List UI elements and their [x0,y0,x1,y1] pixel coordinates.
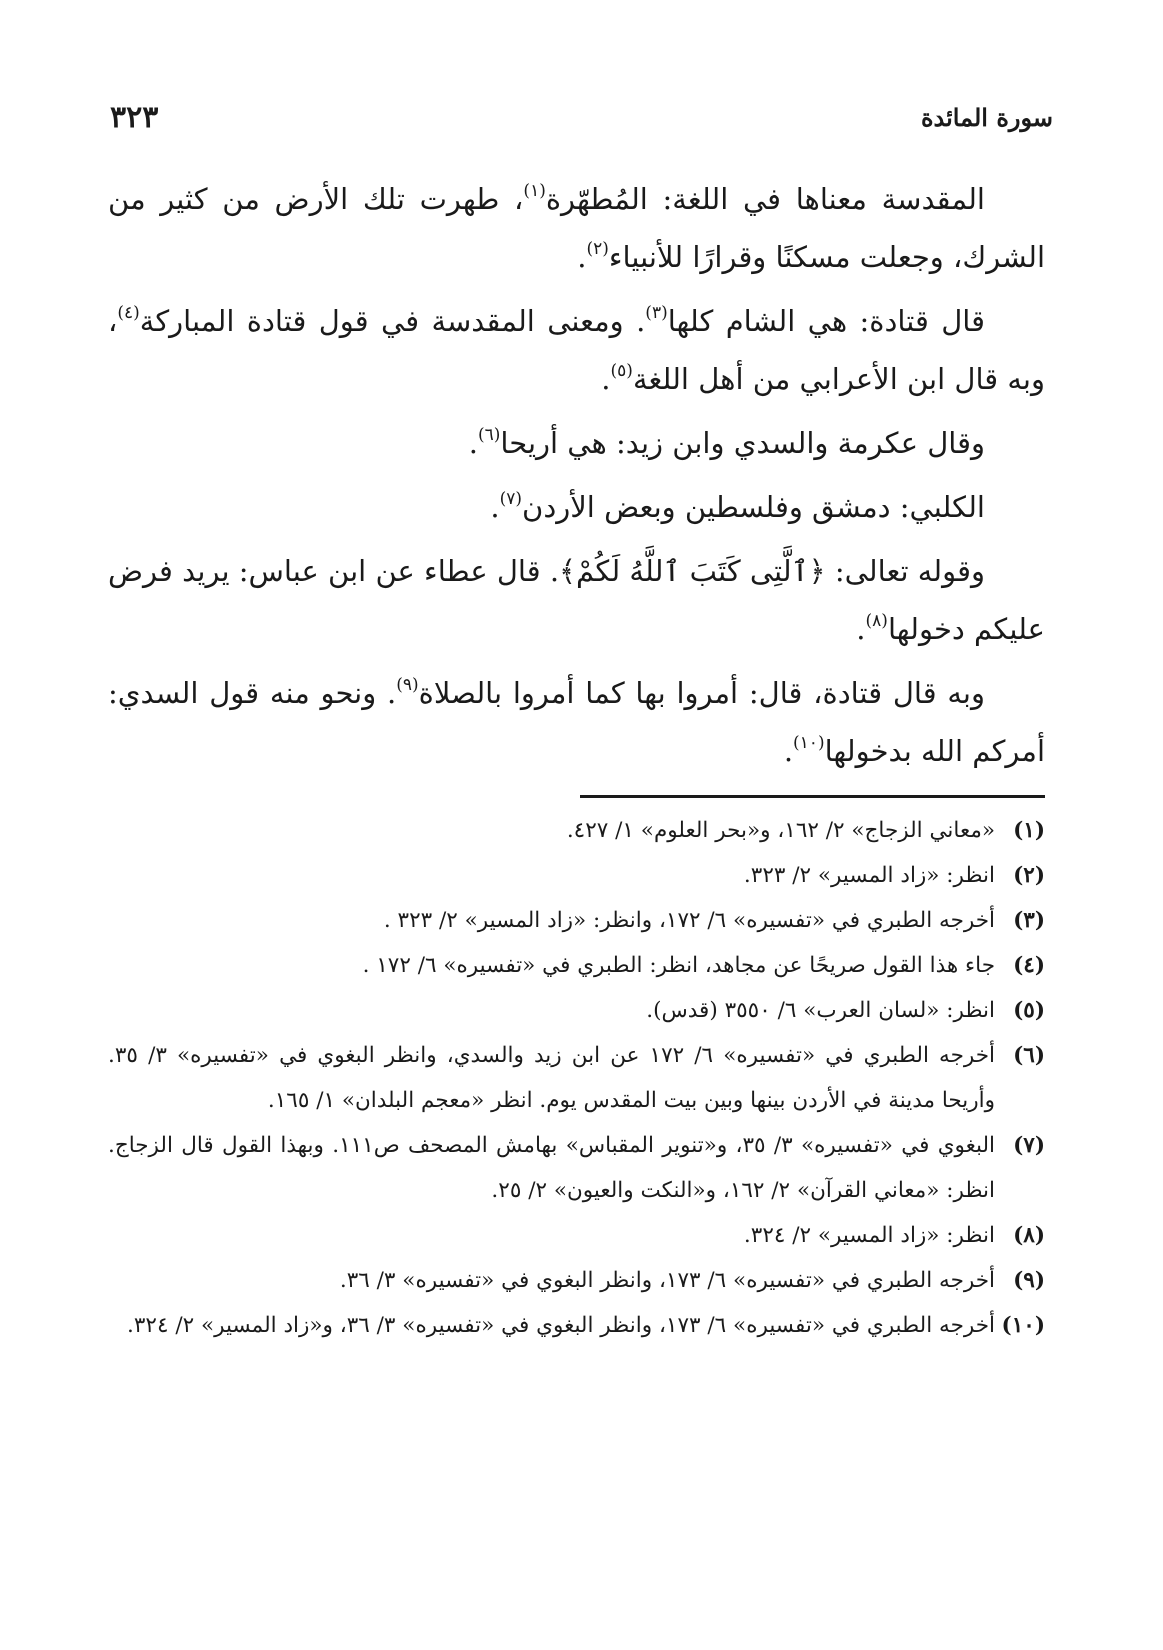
footnote-number: (١) [1013,818,1045,843]
footnote-number: (٧) [1013,1133,1045,1158]
page-number: ٣٢٣ [110,99,159,135]
paragraph-3: وقال عكرمة والسدي وابن زيد: هي أريحا$^{(٦)}$. [468,425,985,460]
footnote-item [108,898,1045,943]
footnote-ref: (٧) [499,489,523,509]
footnote-text: البغوي في «تفسيره» ٣/ ٣٥، و«تنوير المقباس» بهامش المصحف ص١١١. وبهذا القول قال الزجاج. انظر: «معاني القرآن» ٢/ ١٦٢، و«النكت والعيون» ٢/ ٢٥. [108,1133,996,1203]
footnote-text: أخرجه الطبري في «تفسيره» ٦/ ١٧٣، وانظر البغوي في «تفسيره» ٣/ ٣٦. [339,1268,995,1293]
main-text [108,170,1045,786]
footnote-ref: (٩) [396,675,419,695]
page-header [110,92,1053,142]
footnote-item [108,1123,1045,1213]
footnote-text: «معاني الزجاج» ٢/ ١٦٢، و«بحر العلوم» ١/ ٤٢٧. [566,818,995,843]
footnote-number: (٤) [1013,953,1045,978]
footnote-item [108,1213,1045,1258]
running-title: سورة المائدة [920,102,1053,132]
footnote-text: انظر: «زاد المسير» ٢/ ٣٢٣. [743,863,995,888]
footnote-ref: (٥) [610,361,633,381]
footnote-ref: (١٠) [793,733,825,753]
footnote-ref: (١) [523,181,546,201]
footnote-number: (٣) [1013,908,1045,933]
footnote-number: (٩) [1013,1268,1045,1293]
footnote-ref: (٣) [645,303,668,323]
footnote-text: انظر: «لسان العرب» ٦/ ٣٥٥٠ (قدس). [646,998,995,1023]
footnote-number: (٥) [1013,998,1045,1023]
footnote-item [108,1258,1045,1303]
footnote-item [108,943,1045,988]
footnote-number: (١٠) [1001,1313,1045,1338]
footnote-item [108,988,1045,1033]
footnotes [108,808,1045,1348]
paragraph-1: المقدسة معناها في اللغة: المُطهّرة$^{(١)}$، طهرت تلك الأرض من كثير من الشرك، وجعلت مسكنًا وقرارًا للأنبياء$^{(٢)}$. [108,181,1045,274]
footnote-number: (٨) [1013,1223,1045,1248]
footnote-number: (٢) [1013,863,1045,888]
footnote-ref: (٨) [865,611,888,631]
footnote-text: أخرجه الطبري في «تفسيره» ٦/ ١٧٢ عن ابن زيد والسدي، وانظر البغوي في «تفسيره» ٣/ ٣٥. وأريحا مدينة في الأردن بينها وبين بيت المقدس يوم. انظر «معجم البلدان» ١/ ١٦٥. [108,1043,996,1113]
paragraph-2: قال قتادة: هي الشام كلها$^{(٣)}$. ومعنى المقدسة في قول قتادة المباركة$^{(٤)}$، وبه قال ابن الأعرابي من أهل اللغة$^{(٥)}$. [108,303,1045,396]
footnote-text: جاء هذا القول صريحًا عن مجاهد، انظر: الطبري في «تفسيره» ٦/ ١٧٢ . [362,953,995,978]
footnote-item [108,1033,1045,1123]
footnote-item [108,853,1045,898]
footnote-text: أخرجه الطبري في «تفسيره» ٦/ ١٧٣، وانظر البغوي في «تفسيره» ٣/ ٣٦، و«زاد المسير» ٢/ ٣٢٤. [127,1313,995,1338]
footnote-text: أخرجه الطبري في «تفسيره» ٦/ ١٧٢، وانظر: «زاد المسير» ٢/ ٣٢٣ . [383,908,995,933]
paragraph-4: الكلبي: دمشق وفلسطين وبعض الأردن$^{(٧)}$. [490,489,985,524]
footnote-ref: (٦) [477,425,501,445]
footnote-ref: (٤) [117,303,140,323]
footnote-item [108,1303,1045,1348]
footnote-text: انظر: «زاد المسير» ٢/ ٣٢٤. [743,1223,995,1248]
footnote-divider [580,795,1045,798]
paragraph-5: وقوله تعالى: ﴿ٱلَّتِى كَتَبَ ٱللَّهُ لَكُمْ﴾. قال عطاء عن ابن عباس: يريد فرض عليكم دخولها$^{(٨)}$. [108,554,1045,646]
footnote-ref: (٢) [586,239,609,259]
paragraph-6: وبه قال قتادة، قال: أمروا بها كما أمروا بالصلاة$^{(٩)}$. ونحو منه قول السدي: أمركم الله بدخولها$^{(١٠)}$. [108,675,1045,768]
footnote-item [108,808,1045,853]
footnote-number: (٦) [1013,1043,1045,1068]
